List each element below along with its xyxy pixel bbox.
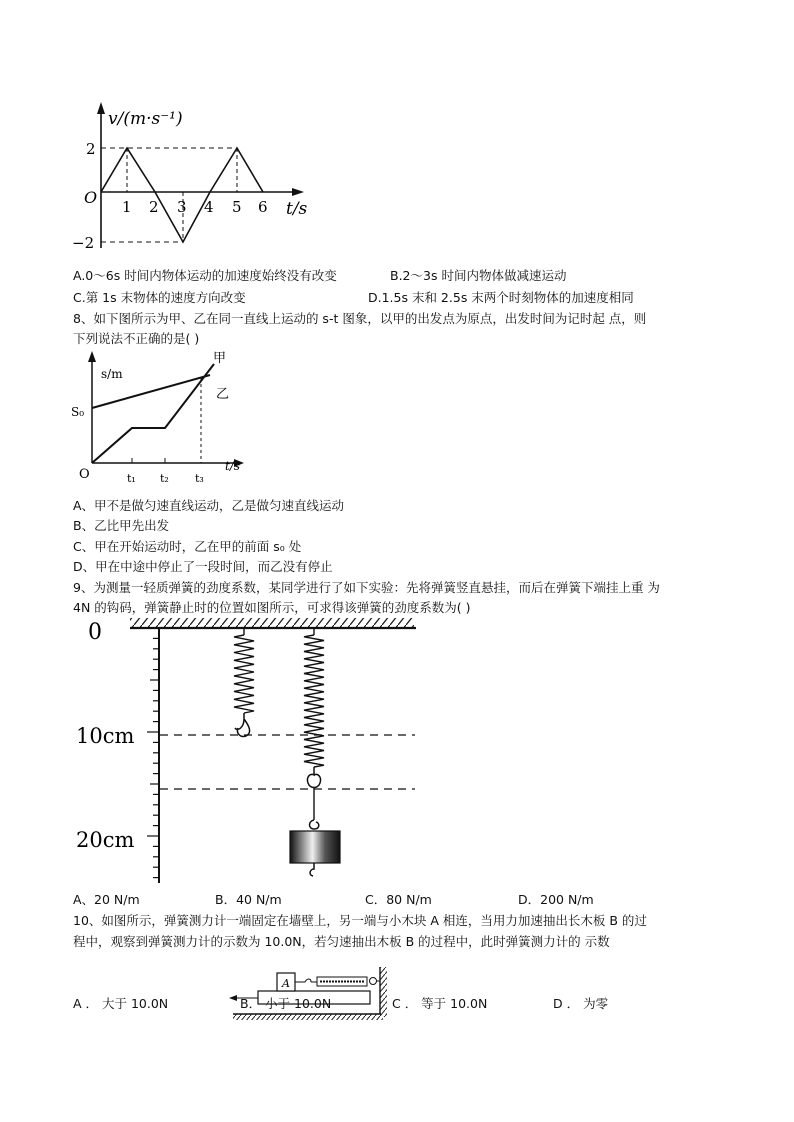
vt-ytick-top: 2 bbox=[86, 140, 96, 158]
q8-stem: 8、如下图所示为甲、乙在同一直线上运动的 s-t 图象，以甲的出发点为原点，出发时间为记时起 点，则 bbox=[73, 311, 647, 326]
vt-xtick: 2 bbox=[149, 198, 159, 216]
ruler-zero: 0 bbox=[88, 620, 102, 645]
vt-line bbox=[101, 148, 263, 242]
q8-option-b: B、乙比甲先出发 bbox=[73, 518, 170, 533]
q10-stem: 10、如图所示，弹簧测力计一端固定在墙壁上，另一端与小木块 A 相连，当用力加速抽出长木板 B 的过 bbox=[73, 913, 647, 928]
spring-figure bbox=[70, 615, 430, 890]
st-origin: O bbox=[79, 467, 90, 482]
q8-stem-2: 下列说法不正确的是( ) bbox=[73, 331, 200, 346]
q10-option-b: B． 小于 10.0N bbox=[240, 996, 332, 1011]
q7-option-a: A.0～6s 时间内物体运动的加速度始终没有改变 bbox=[73, 268, 337, 283]
vt-graph bbox=[70, 100, 320, 260]
st-jia-label: 甲 bbox=[213, 351, 227, 366]
q8-option-a: A、甲不是做匀速直线运动，乙是做匀速直线运动 bbox=[73, 498, 345, 513]
block-a-label: A bbox=[282, 977, 290, 990]
vt-xtick: 6 bbox=[258, 198, 268, 216]
q7-option-b: B.2～3s 时间内物体做减速运动 bbox=[390, 268, 567, 283]
st-yi-label: 乙 bbox=[216, 387, 230, 402]
vt-xtick: 1 bbox=[122, 198, 132, 216]
vt-origin: O bbox=[84, 188, 98, 207]
q10-option-d: D ． 为零 bbox=[553, 996, 609, 1011]
q10-stem-2: 程中，观察到弹簧测力计的示数为 10.0N，若匀速抽出木板 B 的过程中，此时弹簧测力计的 示数 bbox=[73, 934, 610, 949]
ruler-20cm: 20cm bbox=[76, 828, 135, 852]
st-ylabel: s/m bbox=[101, 367, 123, 381]
vt-xtick: 4 bbox=[204, 198, 214, 216]
vt-xlabel: t/s bbox=[286, 199, 308, 219]
st-graph bbox=[68, 348, 258, 490]
st-t1: t₁ bbox=[127, 472, 136, 485]
st-xlabel: t/s bbox=[225, 459, 241, 473]
q7-option-c: C.第 1s 末物体的速度方向改变 bbox=[73, 290, 246, 305]
q9-option-d: D．200 N/m bbox=[518, 892, 594, 907]
q7-option-d: D.1.5s 末和 2.5s 末两个时刻物体的加速度相同 bbox=[368, 290, 634, 305]
hook-weight bbox=[290, 831, 340, 863]
q9-option-a: A、20 N/m bbox=[73, 892, 140, 907]
vt-ylabel: v/(m·s⁻¹) bbox=[108, 109, 183, 129]
board-figure bbox=[225, 962, 400, 1024]
q9-option-b: B．40 N/m bbox=[215, 892, 282, 907]
q10-option-c: C ． 等于 10.0N bbox=[392, 996, 488, 1011]
q10-option-a: A ． 大于 10.0N bbox=[73, 996, 169, 1011]
spring-loaded bbox=[304, 635, 324, 767]
st-t2: t₂ bbox=[160, 472, 169, 485]
q9-stem: 9、为测量一轻质弹簧的劲度系数，某同学进行了如下实验：先将弹簧竖直悬挂，而后在弹簧下端挂上重 为 bbox=[73, 580, 660, 595]
vt-xtick: 5 bbox=[232, 198, 242, 216]
st-t3: t₃ bbox=[195, 472, 204, 485]
q8-option-c: C、甲在开始运动时，乙在甲的前面 s₀ 处 bbox=[73, 539, 302, 554]
st-s0: S₀ bbox=[71, 405, 85, 419]
vt-ytick-bottom: −2 bbox=[72, 234, 95, 252]
q9-option-c: C．80 N/m bbox=[365, 892, 432, 907]
q9-stem-2: 4N 的钩码，弹簧静止时的位置如图所示，可求得该弹簧的劲度系数为( ) bbox=[73, 600, 471, 615]
spring-unloaded bbox=[234, 635, 254, 713]
ruler-10cm: 10cm bbox=[76, 724, 135, 748]
q8-option-d: D、甲在中途中停止了一段时间，而乙没有停止 bbox=[73, 559, 333, 574]
vt-xtick: 3 bbox=[177, 198, 187, 216]
